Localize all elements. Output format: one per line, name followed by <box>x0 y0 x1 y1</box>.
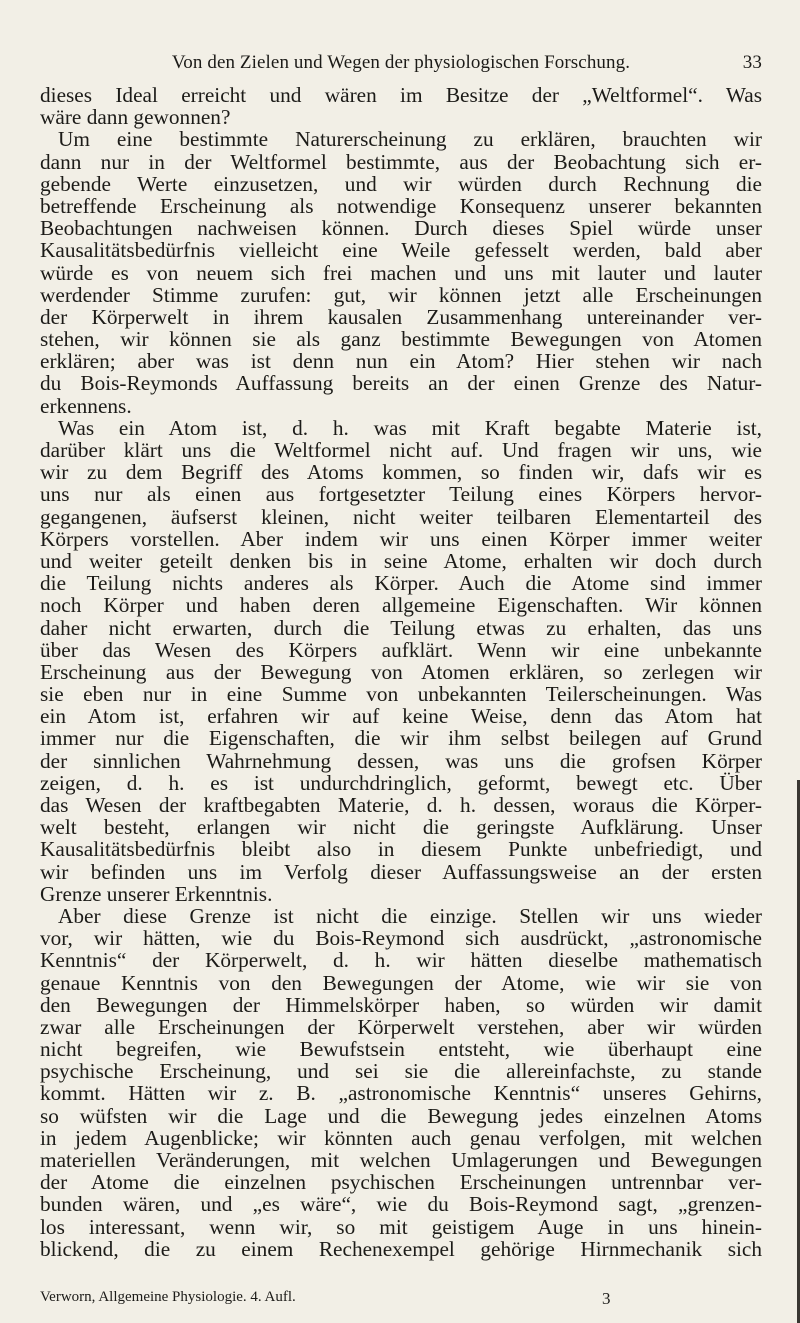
text-line: genaue Kenntnis von den Bewegungen der Atome, wie wir sie von <box>40 970 762 995</box>
text-line: dann nur in der Weltformel bestimmte, aus der Beobachtung sich er- <box>40 149 762 174</box>
text-line: daher nicht erwarten, durch die Teilung etwas zu erhalten, das uns <box>40 615 762 640</box>
text-line: Aber diese Grenze ist nicht die einzige. Stellen wir uns wieder <box>58 903 762 928</box>
text-line: erklären; aber was ist denn nun ein Atom? Hier stehen wir nach <box>40 349 762 374</box>
text-line: das Wesen der kraftbegabten Materie, d. h. dessen, woraus die Körper- <box>40 793 762 817</box>
text-line: zwar alle Erscheinungen der Körperwelt verstehen, aber wir würden <box>40 1014 762 1039</box>
text-line: erkennens. <box>40 393 132 418</box>
text-line: sie eben nur in eine Summe von unbekannten Teilerscheinungen. Was <box>40 682 762 707</box>
text-line: Erscheinung aus der Bewegung von Atomen erklären, so zerlegen wir <box>40 659 762 684</box>
text-line: die Teilung nichts anderes als Körper. Auch die Atome sind immer <box>40 571 762 596</box>
text-line: Kausalitätsbedürfnis bleibt also in diesem Punkte unbefriedigt, und <box>40 837 762 862</box>
text-line: noch Körper und haben deren allgemeine Eigenschaften. Wir können <box>40 593 762 618</box>
text-line: gebende Werte einzusetzen, und wir würden durch Rechnung die <box>40 171 762 196</box>
text-line: vor, wir hätten, wie du Bois-Reymond sich ausdrückt, „astronomische <box>40 926 762 951</box>
text-line: uns nur als einen aus fortgesetzter Teilung eines Körpers hervor- <box>40 482 762 507</box>
text-line: Grenze unserer Erkenntnis. <box>40 881 273 906</box>
running-title: Von den Zielen und Wegen der physiologischen Forschung. <box>171 52 631 73</box>
text-line: zeigen, d. h. es ist undurchdringlich, geformt, bewegt etc. Über <box>40 770 762 795</box>
text-line: werdender Stimme zurufen: gut, wir können jetzt alle Erscheinungen <box>40 282 762 307</box>
text-line: der Atome die einzelnen psychischen Erscheinungen untrennbar ver- <box>40 1170 762 1195</box>
text-line: der sinnlichen Wahrnehmung dessen, was uns die grofsen Körper <box>40 748 762 773</box>
text-line: kommt. Hätten wir z. B. „astronomische Kenntnis“ unseres Gehirns, <box>40 1081 762 1106</box>
text-line: Um eine bestimmte Naturerscheinung zu erklären, brauchten wir <box>58 127 762 152</box>
text-line: los interessant, wenn wir, so mit geistigem Auge in uns hinein- <box>40 1214 762 1239</box>
text-line: den Bewegungen der Himmelskörper haben, so würden wir damit <box>40 992 762 1017</box>
text-line: würde es von neuem sich frei machen und uns mit lauter und lauter <box>40 260 762 285</box>
text-line: psychische Erscheinung, und sei sie die allereinfachste, zu stande <box>40 1059 762 1084</box>
text-line: der Körperwelt in ihrem kausalen Zusammenhang untereinander ver- <box>40 304 762 329</box>
text-line: du Bois-Reymonds Auffassung bereits an der einen Grenze des Natur- <box>40 371 762 396</box>
text-line: Was ein Atom ist, d. h. was mit Kraft begabte Materie ist, <box>58 415 762 440</box>
text-line: so wüfsten wir die Lage und die Bewegung jedes einzelnen Atoms <box>40 1103 762 1128</box>
text-line: materiellen Veränderungen, mit welchen Umlagerungen und Bewegungen <box>40 1148 762 1172</box>
text-line: welt besteht, erlangen wir nicht die geringste Aufklärung. Unser <box>40 815 762 840</box>
printer-signature: Verworn, Allgemeine Physiologie. 4. Aufl. <box>40 1289 296 1305</box>
text-line: wir befinden uns im Verfolg dieser Auffassungsweise an der ersten <box>40 859 762 884</box>
text-line: Körpers vorstellen. Aber indem wir uns einen Körper immer weiter <box>40 526 762 551</box>
text-line: Kausalitätsbedürfnis vielleicht eine Weile gefesselt werden, bald aber <box>40 238 762 263</box>
text-line: dieses Ideal erreicht und wären im Besitze der „Weltformel“. Was <box>40 83 762 107</box>
page-number: 33 <box>742 52 762 73</box>
text-line: in jedem Augenblicke; wir könnten auch genau verfolgen, mit welchen <box>40 1125 762 1150</box>
text-line: betreffende Erscheinung als notwendige Konsequenz unserer bekannten <box>40 193 762 218</box>
text-line: blickend, die zu einem Rechenexempel gehörige Hirnmechanik sich <box>40 1236 762 1261</box>
text-line: gegangenen, äufserst kleinen, nicht weiter teilbaren Elementarteil des <box>40 504 762 529</box>
text-line: über das Wesen des Körpers aufklärt. Wenn wir eine unbekannte <box>40 637 762 662</box>
text-line: immer nur die Eigenschaften, die wir ihm selbst beilegen auf Grund <box>40 726 762 751</box>
sheet-number: 3 <box>602 1289 611 1308</box>
text-line: stehen, wir können sie als ganz bestimmte Bewegungen von Atomen <box>40 327 762 352</box>
text-line: Kenntnis“ der Körperwelt, d. h. wir hätten dieselbe mathematisch <box>40 948 762 973</box>
text-line: nicht begreifen, wie Bewufstsein entsteht, wie überhaupt eine <box>40 1037 762 1062</box>
text-line: ein Atom ist, erfahren wir auf keine Weise, denn das Atom hat <box>40 704 762 729</box>
text-line: und weiter geteilt denken bis in seine Atome, erhalten wir doch durch <box>40 548 762 573</box>
text-line: bunden wären, und „es wäre“, wie du Bois-Reymond sagt, „grenzen- <box>40 1192 762 1217</box>
text-line: darüber klärt uns die Weltformel nicht auf. Und fragen wir uns, wie <box>40 438 762 462</box>
text-line: Beobachtungen nachweisen können. Durch dieses Spiel würde unser <box>40 216 762 241</box>
running-header <box>40 52 762 74</box>
body-text <box>40 84 762 1260</box>
text-line: wir zu dem Begriff des Atoms kommen, so finden wir, dafs wir es <box>40 460 762 485</box>
text-line: wäre dann gewonnen? <box>40 105 231 130</box>
